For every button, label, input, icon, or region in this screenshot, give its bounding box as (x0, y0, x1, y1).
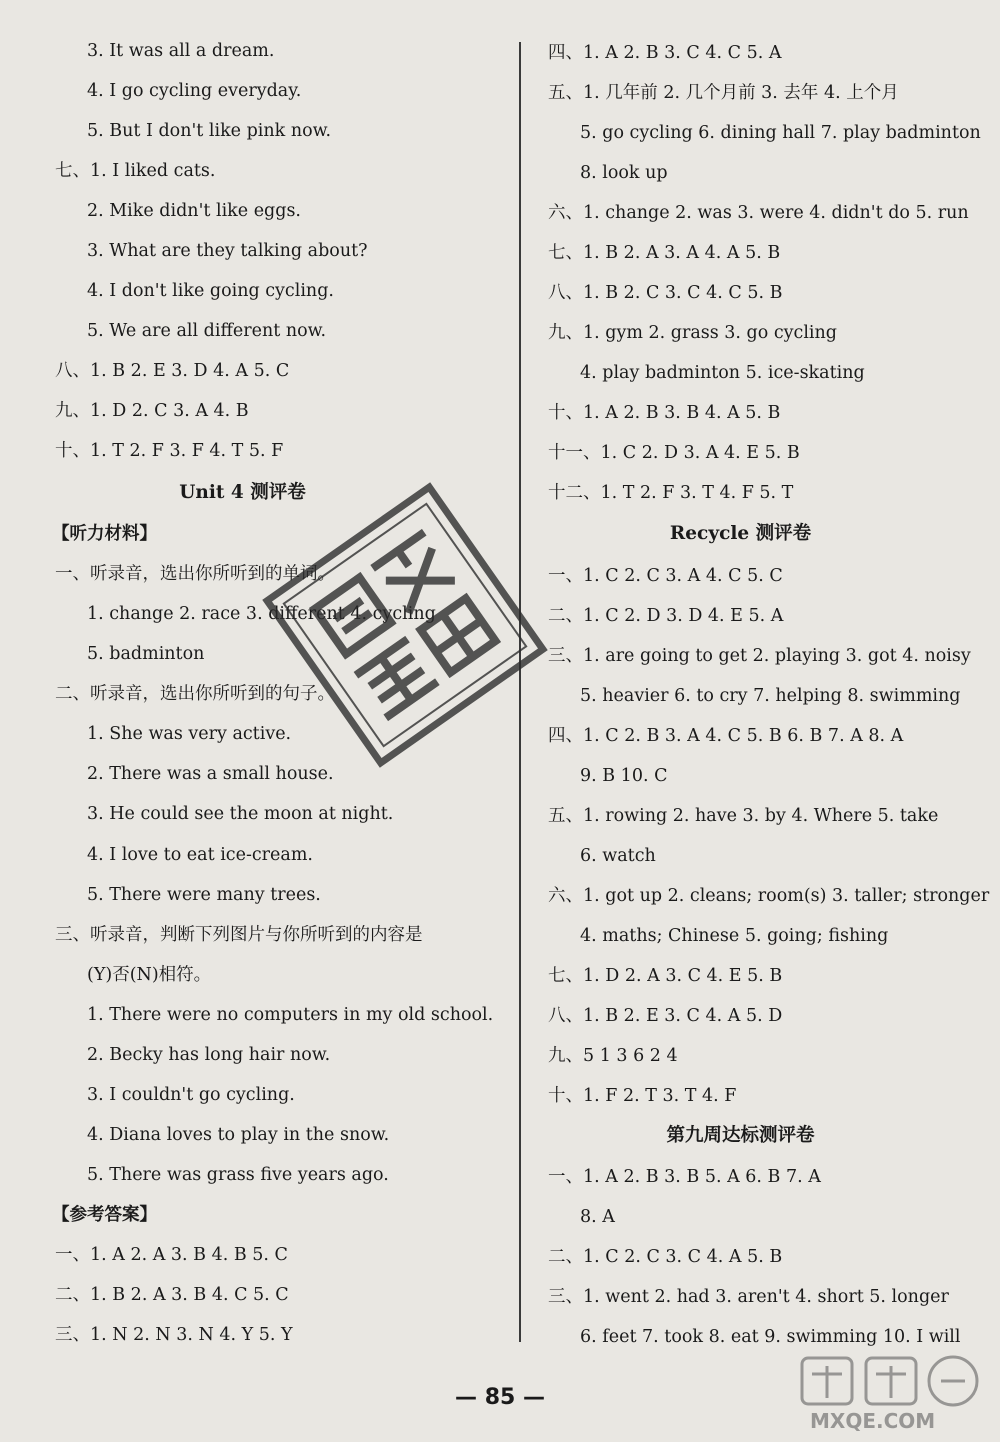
question-line: 二、听录音，选出你所听到的句子。 (55, 684, 335, 704)
answer-line: 六、1. change 2. was 3. were 4. didn't do 5. run (548, 203, 969, 223)
answer-line: 8. A (580, 1207, 615, 1227)
answer-line: 七、1. I liked cats. (55, 161, 216, 181)
answer-line: 4. I go cycling everyday. (87, 81, 302, 101)
question-line: 5. There were many trees. (87, 885, 321, 905)
answer-line: 5. heavier 6. to cry 7. helping 8. swimming (580, 686, 961, 706)
question-line: 4. Diana loves to play in the snow. (87, 1125, 390, 1145)
answer-line: 一、1. C 2. C 3. A 4. C 5. C (548, 566, 783, 586)
answer-line: 5. We are all different now. (87, 321, 327, 341)
answer-line: 4. play badminton 5. ice-skating (580, 363, 865, 383)
question-line: 一、听录音，选出你所听到的单词。 (55, 564, 335, 584)
question-line: 2. Becky has long hair now. (87, 1045, 331, 1065)
answer-line: 3. It was all a dream. (87, 41, 275, 61)
question-line: 1. She was very active. (87, 724, 292, 744)
answer-line: 一、1. A 2. A 3. B 4. B 5. C (55, 1245, 288, 1265)
answer-line: 二、1. B 2. A 3. B 4. C 5. C (55, 1285, 289, 1305)
answer-line: 4. I don't like going cycling. (87, 281, 334, 301)
answer-line: 十、1. T 2. F 3. F 4. T 5. F (55, 441, 284, 461)
answer-line: 十、1. F 2. T 3. T 4. F (548, 1086, 737, 1106)
answer-line: 6. watch (580, 846, 656, 866)
question-line: 5. There was grass five years ago. (87, 1165, 389, 1185)
answer-line: 七、1. D 2. A 3. C 4. E 5. B (548, 966, 783, 986)
answer-line: 四、1. C 2. B 3. A 4. C 5. B 6. B 7. A 8. A (548, 726, 904, 746)
section-label: 【听力材料】 (52, 524, 157, 544)
section-heading-recycle: Recycle 测评卷 (669, 523, 812, 544)
answer-line: 三、1. N 2. N 3. N 4. Y 5. Y (55, 1325, 293, 1345)
section-label: 【参考答案】 (52, 1205, 157, 1225)
answer-line: 8. look up (580, 163, 668, 183)
answer-line: 5. But I don't like pink now. (87, 121, 332, 141)
answer-line: 七、1. B 2. A 3. A 4. A 5. B (548, 243, 781, 263)
answer-line: 八、1. B 2. E 3. C 4. A 5. D (548, 1006, 783, 1026)
answer-line: 5. go cycling 6. dining hall 7. play badminton (580, 123, 981, 143)
question-line: 1. There were no computers in my old school. (87, 1005, 494, 1025)
answer-line: 3. What are they talking about? (87, 241, 368, 261)
site-watermark-logo (798, 1354, 988, 1434)
answer-line: 六、1. got up 2. cleans; room(s) 3. taller; stronger (548, 886, 990, 906)
answer-line: 十、1. A 2. B 3. B 4. A 5. B (548, 403, 781, 423)
svg-text:MXQE.COM: MXQE.COM (810, 1409, 936, 1433)
answer-line: 五、1. 几年前 2. 几个月前 3. 去年 4. 上个月 (548, 83, 899, 103)
answer-line: 三、1. went 2. had 3. aren't 4. short 5. longer (548, 1287, 949, 1307)
section-heading-week9: 第九周达标测评卷 (666, 1125, 815, 1146)
answer-line: 八、1. B 2. E 3. D 4. A 5. C (55, 361, 290, 381)
answer-line: 4. maths; Chinese 5. going; fishing (580, 926, 889, 946)
answer-line: 9. B 10. C (580, 766, 668, 786)
answer-line: 九、1. gym 2. grass 3. go cycling (548, 323, 838, 343)
answer-line: 2. Mike didn't like eggs. (87, 201, 301, 221)
answer-line: 十一、1. C 2. D 3. A 4. E 5. B (548, 443, 800, 463)
answer-line: 二、1. C 2. D 3. D 4. E 5. A (548, 606, 784, 626)
section-heading-unit4: Unit 4 测评卷 (179, 482, 306, 503)
answer-line: 九、1. D 2. C 3. A 4. B (55, 401, 249, 421)
question-line: 2. There was a small house. (87, 764, 334, 784)
question-line: 1. change 2. race 3. different 4. cycling (87, 604, 436, 624)
question-line: 5. badminton (87, 644, 205, 664)
answer-line: 五、1. rowing 2. have 3. by 4. Where 5. take (548, 806, 939, 826)
question-line: 3. He could see the moon at night. (87, 804, 394, 824)
answer-line: 6. feet 7. took 8. eat 9. swimming 10. I will (580, 1327, 961, 1347)
seal-stamp (259, 479, 551, 771)
answer-line: 四、1. A 2. B 3. C 4. C 5. A (548, 43, 782, 63)
answer-line: 八、1. B 2. C 3. C 4. C 5. B (548, 283, 783, 303)
question-line: 3. I couldn't go cycling. (87, 1085, 295, 1105)
answer-line: 一、1. A 2. B 3. B 5. A 6. B 7. A (548, 1167, 821, 1187)
answer-line: 三、1. are going to get 2. playing 3. got 4. noisy (548, 646, 971, 666)
question-line: 4. I love to eat ice-cream. (87, 845, 313, 865)
question-line: (Y)否(N)相符。 (87, 965, 212, 985)
page-number: — 85 — (455, 1385, 545, 1410)
answer-line: 十二、1. T 2. F 3. T 4. F 5. T (548, 483, 794, 503)
question-line: 三、听录音，判断下列图片与你所听到的内容是 (55, 925, 423, 945)
answer-line: 九、5 1 3 6 2 4 (548, 1046, 678, 1066)
answer-line: 二、1. C 2. C 3. C 4. A 5. B (548, 1247, 783, 1267)
